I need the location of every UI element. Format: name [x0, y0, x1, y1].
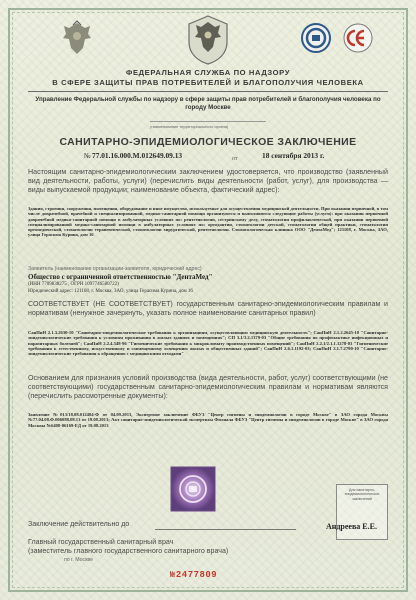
- document-number: 77.01.16.000.М.012649.09.13: [92, 151, 183, 160]
- organization-inn: (ИНН 7709838275 , ОГРН 1097746580722): [28, 282, 119, 287]
- signer-deputy-title: (заместитель главного государственного санитарного врача): [28, 547, 229, 555]
- hologram-seal-icon: [170, 466, 216, 512]
- conformity-mark-icon: [342, 22, 374, 54]
- certification-badge-icon: [300, 22, 332, 54]
- signer-title: Главный государственный санитарный врач: [28, 538, 174, 546]
- signer-city: по г. Москве: [64, 557, 93, 563]
- department-name: Управление Федеральной службы по надзору в сфере защиты прав потребителей и благополучия человека по городу Москве: [35, 96, 381, 111]
- agency-name: [20, 68, 396, 88]
- eagle-emblem-icon: [60, 20, 94, 58]
- form-serial-number: №2477809: [170, 570, 218, 580]
- activity-details: Здания, строения, сооружения, помещения, оборудование и иное имущество, используемые для осуществления медицинской деятельности. При оказании первичной, в том числе доврачебной, врачебной и специализированной, медико-санитарной помощи организуются и выполняются следующие работы (услуги): при оказании первичной доврачебной медико-санитарной помощи в амбулаторных условиях по: рентгенологии, сестринскому делу, стоматологии профилактической, при оказании первичной специализированной медико-санитарной помощи в амбулаторных условиях по: ортодонтии, стоматологии детской, стоматологии общей практики, стоматологии ортопедической, стоматологии терапевтической, стоматологии хирургической, рентгенологии. Стоматологическая клиника ООО "ДентаМед"; 121108, г. Москва, ЗАО, улица Герасима Курина, дом 16: [28, 206, 388, 238]
- basis-statement: Основанием для признания условий производства (вида деятельности, работ, услуг) соответствующими (не соответствующими) государственным санитарно-эпидемиологическим правилам и нормативам являются (перечислить рассмотренные документы):: [28, 374, 388, 400]
- organization-address: Юридический адрес: 121108, г. Москва, ЗАО, улица Герасима Курина, дом 16: [28, 289, 193, 294]
- rospotrebnadzor-emblem-icon: [185, 14, 231, 66]
- stamp-text: Для санитарно-эпидемиологических заключений: [344, 488, 380, 501]
- signature-name: Андреева Е.Е.: [326, 522, 377, 531]
- basis-documents: Заявление №013/18.08.012484-Ф от 04.09.2013, Экспертное заключение ФБУЗ "Центр гигиены и эпидемиологии в городе Москве" в ЗАО города Москвы №77.04.08.Ф.006088.08.13 от 19.08.2013; Акт санитарно-эпидемиологической экспертизы Филиала ФБУЗ "Центр гигиены и эпидемиологии в городе Москве" в ЗАО города Москвы №6408-06169-ЕД от 19.08.2013: [28, 412, 388, 428]
- number-label: №: [84, 152, 91, 160]
- territorial-body-caption: (наименование территориального органа): [150, 124, 229, 129]
- agency-line-2: В СФЕРЕ ЗАЩИТЫ ПРАВ ПОТРЕБИТЕЛЕЙ И БЛАГОПОЛУЧИЯ ЧЕЛОВЕКА: [52, 78, 364, 87]
- sanitary-rules-list: СанПиН 2.1.3.2630-10 "Санитарно-эпидемиологические требования к организациям, осуществляющим медицинскую деятельность"; СанПиН 2.1.2.2645-10 "Санитарно-эпидемиологические требования к условиям проживания в жилых зданиях и помещениях"; СП 3.1/3.2.1379-03 "Общие требования по профилактике инфекционных и паразитарных болезней"; СанПиН 2.2.4.548-96 "Гигиенические требования к микроклимату производственных помещений"; СанПиН 2.2.1/2.1.1.1278-03 "Гигиенические требования к естественному, искусственному и совмещенному освещению жилых и общественных зданий"; СанПиН 2.6.1.1192-03; СанПиН 2.1.7.2790-10 "Санитарно-эпидемиологические требования к обращению с медицинскими отходами": [28, 330, 388, 357]
- compliance-statement: СООТВЕТСТВУЕТ (НЕ СООТВЕТСТВУЕТ) государственным санитарно-эпидемиологическим правилам и нормативам (ненужное зачеркнуть, указать полное наименование санитарных правил): [28, 300, 388, 317]
- agency-line-1: ФЕДЕРАЛЬНАЯ СЛУЖБА ПО НАДЗОРУ: [125, 68, 291, 77]
- applicant-label: Заявитель (наименование организации-заявителя, юридический адрес): [28, 266, 202, 272]
- validity-line: [155, 529, 296, 530]
- validity-label: Заключение действительно до: [28, 520, 130, 528]
- document-date: 18 сентября 2013 г.: [262, 151, 325, 160]
- organization-name: Общество с ограниченной ответственностью "ДентаМед": [28, 273, 213, 281]
- date-label: от: [232, 156, 238, 162]
- subcaption-divider: [150, 121, 266, 122]
- document-title: САНИТАРНО-ЭПИДЕМИОЛОГИЧЕСКОЕ ЗАКЛЮЧЕНИЕ: [59, 136, 357, 148]
- official-stamp: [336, 484, 388, 540]
- header-divider: [28, 91, 388, 92]
- intro-paragraph: Настоящим санитарно-эпидемиологическим заключением удостоверяется, что производство (заявленный вид деятельности, работы, услуги) (перечислить виды деятельности (работ, услуг), для производства — виды выпускаемой продукции; наименование объекта, фактический адрес):: [28, 168, 388, 194]
